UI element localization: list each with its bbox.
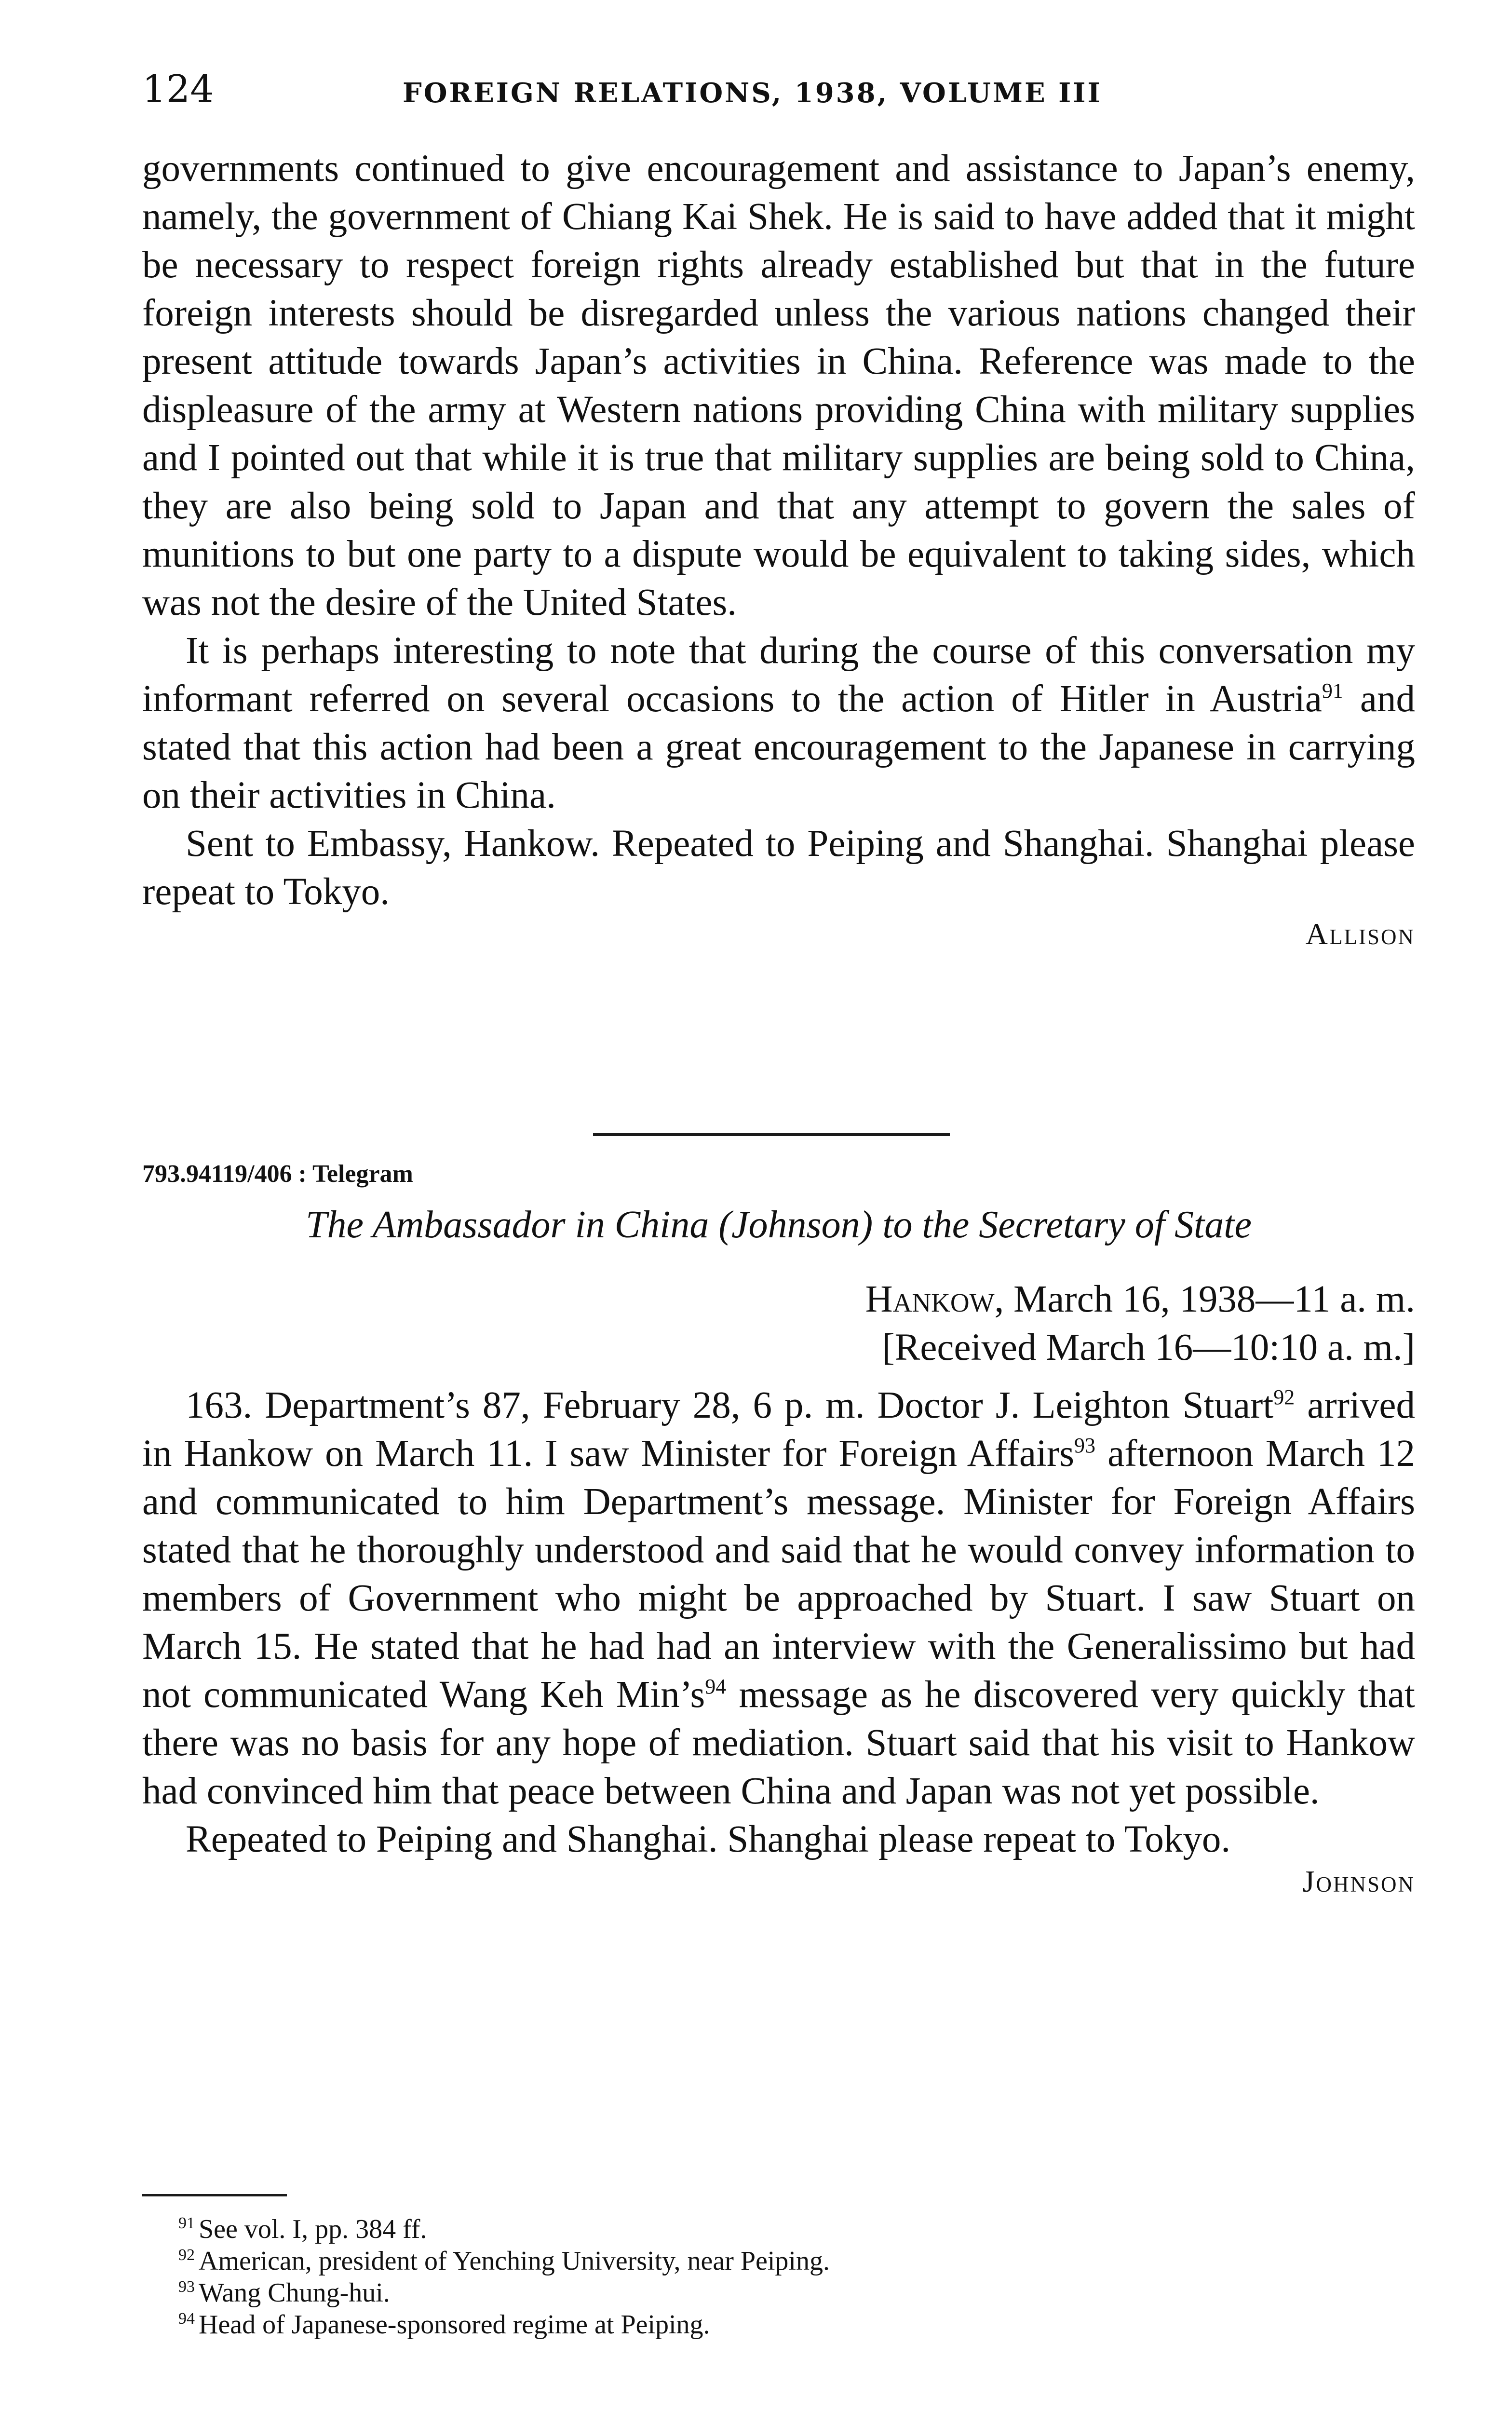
received-line: [Received March 16—10:10 a. m.] [882,1327,1415,1368]
document-title: The Ambassador in China (Johnson) to the Secretary of State [305,1204,1252,1246]
footnote-93: $^{93}$ Wang Chung-hui. [178,2278,390,2308]
dateline: Hankow, March 16, 1938—11 a. m. [865,1278,1415,1320]
footnote-91: $^{91}$ See vol. I, pp. 384 ff. [178,2214,427,2244]
signature-johnson: Johnson [1302,1864,1415,1898]
telegram-paragraph-2: Repeated to Peiping and Shanghai. Shanghai please repeat to Tokyo. [186,1818,1231,1860]
section-continued-letter [142,145,1415,952]
footnote-92: $^{92}$ American, president of Yenching University, near Peiping. [178,2246,830,2276]
telegram-body: 163. Department’s 87, February 28, 6 p. m. Doctor J. Leighton Stuart$^{92}$ arrived in Hankow on March 11. I saw Minister for Foreign Affairs$^{93}$ afternoon March 12 and communicated to him Department’s message. Minister for Foreign Affairs stated that he thoroughly understood and said that he would convey information to members of Government who might be approached by Stuart. I saw Stuart on March 15. He stated that he had had an interview with the Generalissimo but had not communicated Wang Keh Min’s$^{94}$ message as he discovered very quickly that there was no basis for any hope of mediation. Stuart said that his visit to Hankow had convinced him that peace between China and Japan was not yet possible. [142,1384,1415,1812]
page-header [142,63,1415,116]
page-number: 124 [142,68,214,111]
footnote-94: $^{94}$ Head of Japanese-sponsored regime at Peiping. [178,2310,710,2340]
paragraph-2: It is perhaps interesting to note that during the course of this conversation my informant referred on several occasions to the action of Hitler in Austria$^{91}$ and stated that this action had been a great encouragement to the Japanese in carrying on their activities in China. [142,630,1415,816]
footnote-ref-91: 91 [1322,679,1343,703]
footnote-rule [142,2194,287,2196]
paragraph-3: Sent to Embassy, Hankow. Repeated to Peiping and Shanghai. Shanghai please repeat to Tokyo. [142,823,1415,913]
paragraph-1: governments continued to give encouragement and assistance to Japan’s enemy, namely, the government of Chiang Kai Shek. He is said to have added that it might be necessary to respect foreign rights already established but that in the future foreign interests should be disregarded unless the various nations changed their present attitude towards Japan’s activities in China. Reference was made to the displeasure of the army at Western nations providing China with military supplies and I pointed out that while it is true that military supplies are being sold to China, they are also being sold to Japan and that any attempt to govern the sales of munitions to but one party to a dispute would be equivalent to taking sides, which was not the desire of the United States. [142,148,1415,623]
running-head: FOREIGN RELATIONS, 1938, VOLUME III [403,77,1102,109]
file-reference: 793.94119/406 : Telegram [142,1160,413,1188]
signature-allison: Allison [1305,917,1415,951]
section-telegram [142,1155,1415,1899]
section-divider [593,1133,950,1136]
footnote-ref-93: 93 [1074,1434,1096,1457]
footnote-ref-94: 94 [705,1675,727,1698]
footnotes [178,2213,1336,2341]
footnote-ref-92: 92 [1273,1385,1295,1409]
